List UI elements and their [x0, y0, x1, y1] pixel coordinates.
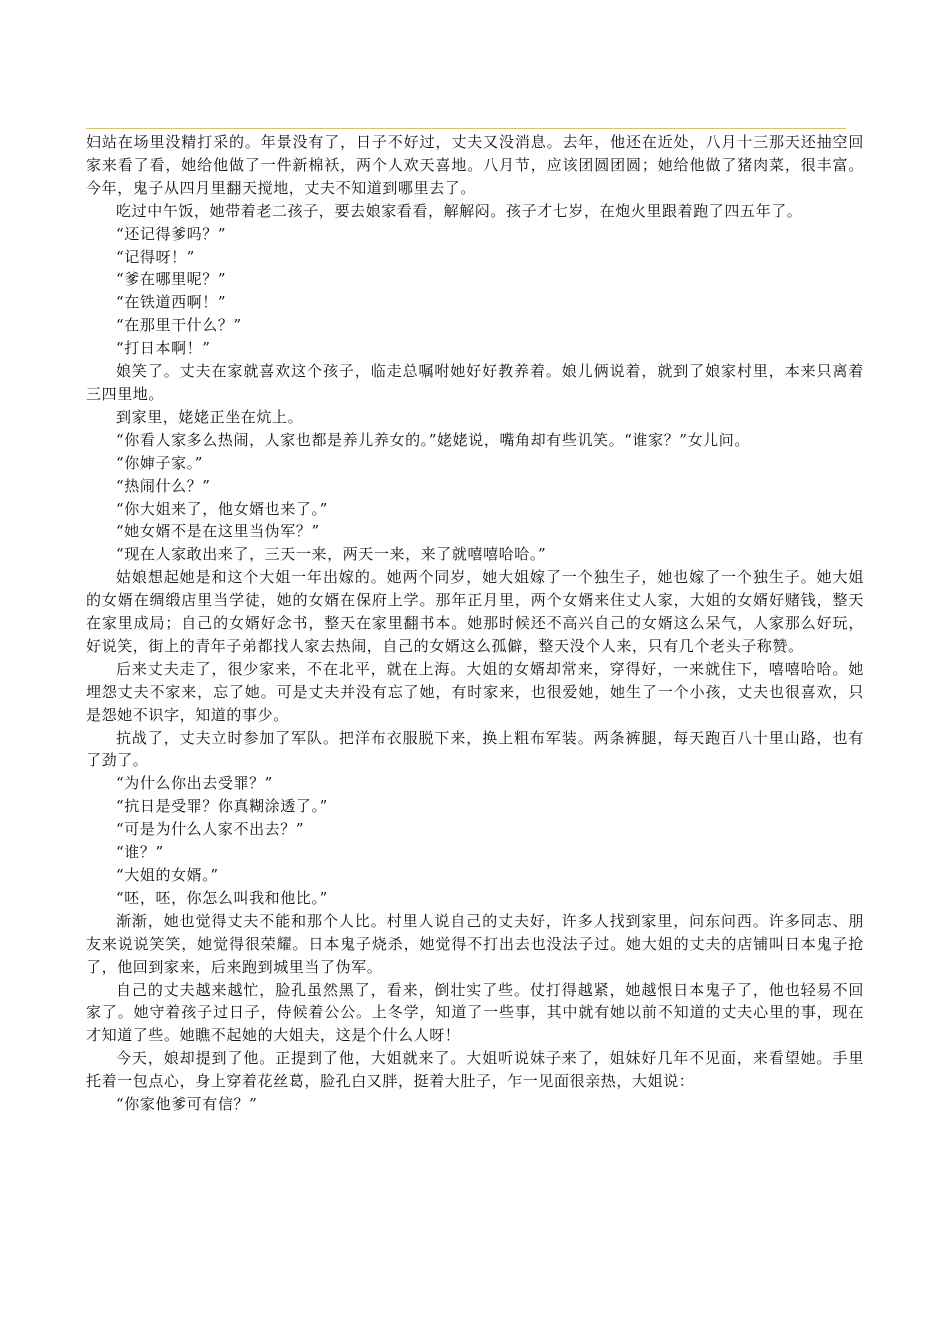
paragraph: 姑娘想起她是和这个大姐一年出嫁的。她两个同岁，她大姐嫁了一个独生子，她也嫁了一个独生子。她大姐的女婿在绸缎店里当学徒，她的女婿在保府上学。那年正月里，两个女婿来住丈人家，大姐的女婿好赌钱，整天在家里成局；自己的女婿好念书，整天在家里翻书本。她那时候还不高兴自己的女婿这么呆气，人家那么好玩，好说笑，街上的青年子弟都找人家去热闹，自己的女婿这么孤僻，整天没个人来，只有几个老头子称赞。: [86, 568, 864, 655]
paragraph: 到家里，姥姥正坐在炕上。: [116, 407, 304, 426]
paragraph: 妇站在场里没精打采的。年景没有了，日子不好过，丈夫又没消息。去年，他还在近处，八月十三那天还抽空回家来看了看，她给他做了一件新棉袄，两个人欢天喜地。八月节，应该团圆团圆；她给他做了猪肉菜，很丰富。今年，鬼子从四月里翻天搅地，丈夫不知道到哪里去了。: [86, 133, 864, 197]
dialogue-line: “爹在哪里呢？”: [116, 270, 227, 289]
paragraph: 渐渐，她也觉得丈夫不能和那个人比。村里人说自己的丈夫好，许多人找到家里，问东问西。许多同志、朋友来说说笑笑，她觉得很荣耀。日本鬼子烧杀，她觉得不打出去也没法子过。她大姐的丈夫的店铺叫日本鬼子抢了，他回到家来，后来跑到城里当了伪军。: [86, 911, 864, 976]
paragraph: 抗战了，丈夫立时参加了军队。把洋布衣服脱下来，换上粗布军装。两条裤腿，每天跑百八十里山路，也有了劲了。: [86, 728, 864, 770]
dialogue-line: “在铁道西啊！”: [116, 293, 227, 312]
dialogue-line: “还记得爹吗？”: [116, 224, 227, 243]
dialogue-line: “你婶子家。”: [116, 453, 204, 472]
dialogue-line: “谁？”: [116, 843, 164, 862]
dialogue-line: “她女婿不是在这里当伪军？”: [116, 522, 320, 541]
paragraph: 自己的丈夫越来越忙，脸孔虽然黑了，看来，倒壮实了些。仗打得越紧，她越恨日本鬼子了，他也轻易不回家了。她守着孩子过日子，侍候着公公。上冬学，知道了一些事，其中就有她以前不知道的丈夫心里的事，现在才知道了些。她瞧不起她的大姐夫，这是个什么人呀！: [86, 980, 864, 1045]
paragraph: 娘笑了。丈夫在家就喜欢这个孩子，临走总嘱咐她好好教养着。娘儿俩说着，就到了娘家村里，本来只离着三四里地。: [86, 362, 864, 403]
paragraph: 后来丈夫走了，很少家来，不在北平，就在上海。大姐的女婿却常来，穿得好，一来就住下，嘻嘻哈哈。她埋怨丈夫不家来，忘了她。可是丈夫并没有忘了她，有时家来，也很爱她，她生了一个小孩，丈夫也很喜欢，只是怨她不识字，知道的事少。: [86, 659, 864, 724]
paragraph: 吃过中午饭，她带着老二孩子，要去娘家看看，解解闷。孩子才七岁，在炮火里跟着跑了四五年了。: [116, 201, 803, 220]
dialogue-line: “你大姐来了，他女婿也来了。”: [116, 499, 328, 518]
dialogue-line: “现在人家敢出来了，三天一来，两天一来，来了就嘻嘻哈哈。”: [116, 545, 547, 564]
dialogue-line: “记得呀！”: [116, 247, 195, 266]
dialogue-line: “可是为什么人家不出去？”: [116, 820, 305, 839]
dialogue-line: “呸，呸，你怎么叫我和他比。”: [116, 888, 328, 907]
dialogue-line: “大姐的女婿。”: [116, 866, 219, 884]
document-body: [86, 131, 864, 1116]
dialogue-line: “在那里干什么？”: [116, 316, 242, 335]
dialogue-line: “抗日是受罪？你真糊涂透了。”: [116, 797, 328, 816]
paragraph: 今天，娘却提到了他。正提到了他，大姐就来了。大姐听说妹子来了，姐妹好几年不见面，来看望她。手里托着一包点心，身上穿着花丝葛，脸孔白又胖，挺着大肚子，乍一见面很亲热，大姐说：: [86, 1049, 864, 1091]
header-rule: [86, 128, 846, 129]
dialogue-line: “你家他爹可有信？”: [116, 1095, 258, 1114]
dialogue-line: “热闹什么？”: [116, 476, 211, 495]
dialogue-line: “你看人家多么热闹，人家也都是养儿养女的。”姥姥说，嘴角却有些讥笑。“谁家？”女儿问。: [116, 430, 750, 449]
dialogue-line: “打日本啊！”: [116, 339, 211, 358]
dialogue-line: “为什么你出去受罪？”: [116, 774, 273, 793]
